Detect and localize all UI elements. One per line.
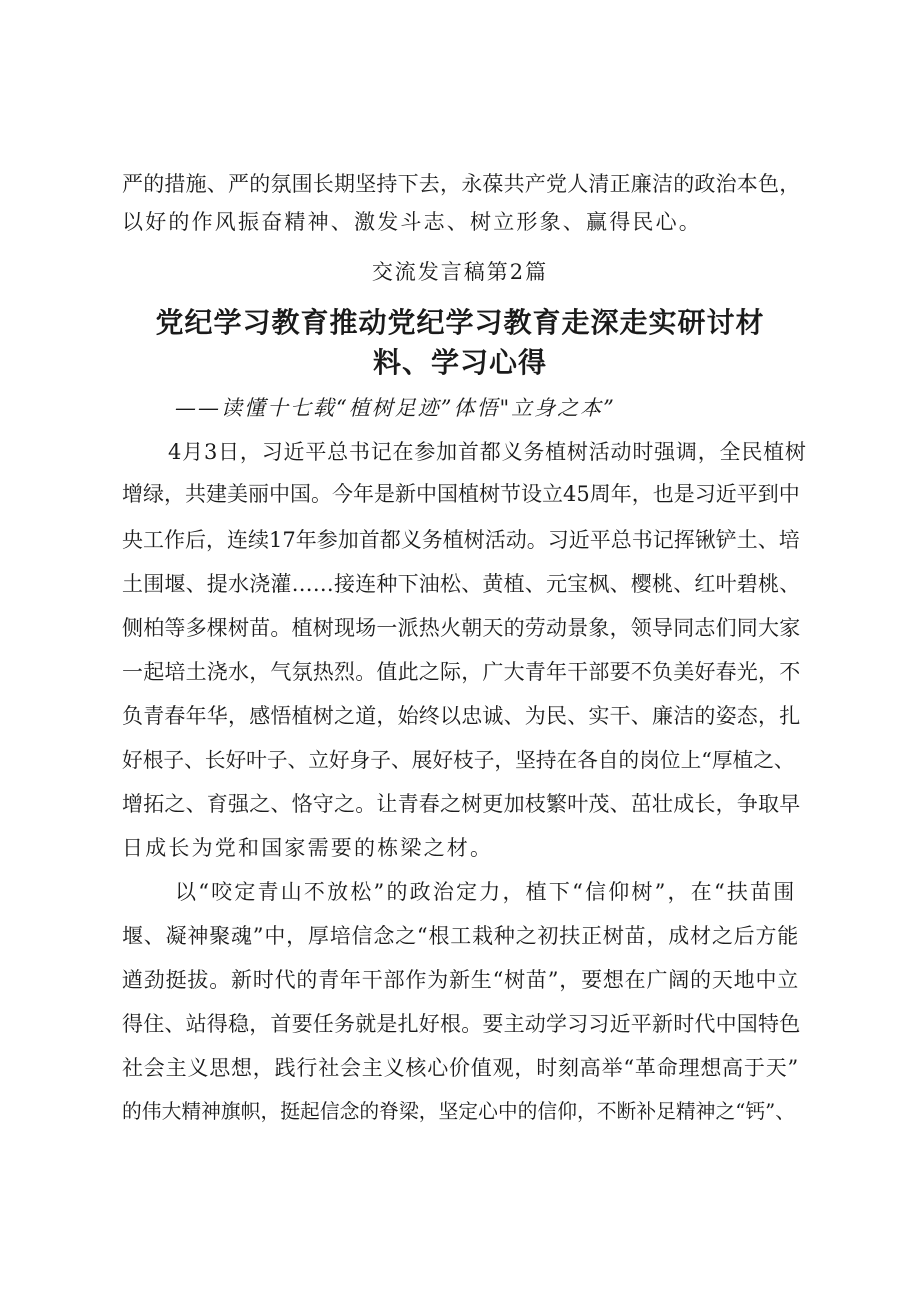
paragraph1-line-4: 土围堰、提水浇灌……接连种下油松、黄植、元宝枫、樱桃、红叶碧桃、 — [122, 572, 801, 596]
intro-line-1: 严的措施、严的氛围长期坚持下去，永葆共产党人清正廉洁的政治本色， — [122, 172, 801, 196]
paragraph2-line-6: 的伟大精神旗帜，挺起信念的脊梁，坚定心中的信仰，不断补足精神之“钙”、 — [122, 1100, 796, 1123]
subtitle: ——读懂十七载“植树足迹”体悟"立身之本” — [175, 396, 616, 420]
paragraph1-line-2: 增绿，共建美丽中国。今年是新中国植树节设立45周年，也是习近平到中 — [122, 482, 800, 506]
paragraph2-line-3: 遒劲挺拔。新时代的青年干部作为新生“树苗”，要想在广阔的天地中立 — [122, 968, 800, 992]
paragraph2-line-1: 以“咬定青山不放松”的政治定力，植下“信仰树”，在“扶苗围 — [175, 880, 797, 904]
paragraph1-line-1: 4月3日，习近平总书记在参加首都义务植树活动时强调，全民植树 — [168, 440, 807, 464]
paragraph1-line-5: 侧柏等多棵树苗。植树现场一派热火朝天的劳动景象，领导同志们同大家 — [122, 616, 801, 640]
paragraph1-line-7: 负青春年华，感悟植树之道，始终以忠诚、为民、实干、廉洁的姿态，扎 — [122, 704, 801, 728]
paragraph1-line-10: 日成长为党和国家需要的栋梁之材。 — [122, 836, 494, 860]
paragraph1-line-9: 增拓之、育强之、恪守之。让青春之树更加枝繁叶茂、茁壮成长，争取早 — [122, 792, 801, 816]
paragraph1-line-6: 一起培土浇水，气氛热烈。值此之际，广大青年干部要不负美好春光，不 — [122, 660, 801, 684]
paragraph2-line-5: 社会主义思想，践行社会主义核心价值观，时刻高举“革命理想高于天” — [122, 1056, 800, 1080]
paragraph2-line-4: 得住、站得稳，首要任务就是扎好根。要主动学习习近平新时代中国特色 — [122, 1012, 801, 1036]
intro-line-2: 以好的作风振奋精神、激发斗志、树立形象、赢得民心。 — [122, 210, 702, 234]
paragraph2-line-2: 堰、凝神聚魂”中，厚培信念之“根工栽种之初扶正树苗，成材之后方能 — [122, 924, 800, 948]
paragraph1-line-8: 好根子、长好叶子、立好身子、展好枝子，坚持在各自的岗位上“厚植之、 — [122, 748, 795, 772]
section-label: 交流发言稿第2篇 — [371, 260, 549, 284]
paragraph1-line-3: 央工作后，连续17年参加首都义务植树活动。习近平总书记挥锹铲土、培 — [122, 528, 800, 552]
title-line-1: 党纪学习教育推动党纪学习教育走深走实研讨材 — [155, 306, 765, 339]
title-line-2: 料、学习心得 — [372, 346, 547, 379]
